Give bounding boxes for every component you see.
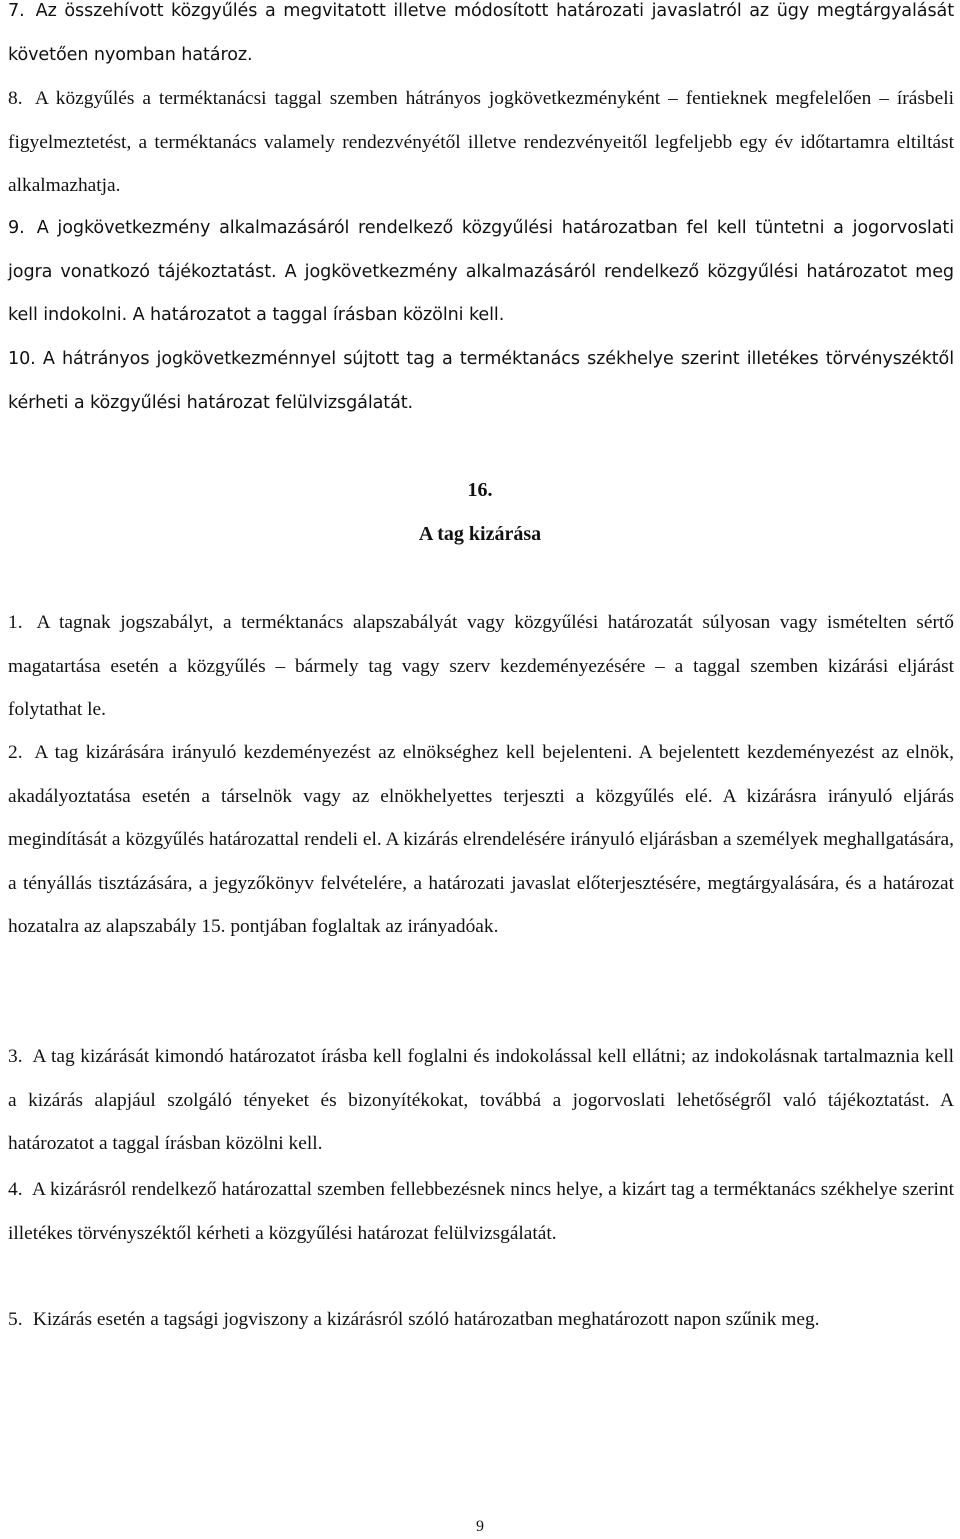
section-item-3 [8, 1035, 954, 1166]
paragraph-7 [8, 0, 954, 77]
paragraph-text: A jogkövetkezmény alkalmazásáról rendelkező közgyűlési határozatban fel kell tüntetni a jogorvoslati jogra vonatkozó tájékoztatást. A jogkövetkezmény alkalmazásáról rendelkező közgyűlési határozatot meg kell indokolni. A határozatot a taggal írásban közölni kell. [8, 218, 954, 325]
item-number: 4. [8, 1179, 23, 1200]
paragraph-number: 7. [8, 1, 25, 21]
paragraph-8 [8, 77, 954, 208]
section-item-2 [8, 731, 954, 949]
paragraph-number: 10. [8, 349, 36, 369]
item-text: A tag kizárására irányuló kezdeményezést az elnökséghez kell bejelenteni. A bejelentett kezdeményezést az elnök, akadályoztatása esetén a társelnök vagy az elnökhelyettes terjeszti a közgyűlés elé. A kizárásra irányuló eljárás megindítását a közgyűlés határozattal rendeli el. A kizárás elrendelésére irányuló eljárásban a személyek meghallgatására, a tényállás tisztázására, a jegyzőkönyv felvételére, a határozati javaslat előterjesztésére, megtárgyalására, és a határozat hozatalra az alapszabály 15. pontjában foglaltak az irányadóak. [8, 742, 955, 937]
paragraph-text: A közgyűlés a terméktanácsi taggal szemben hátrányos jogkövetkezményként – fentieknek megfelelően – írásbeli figyelmeztetést, a terméktanács valamely rendezvényétől illetve rendezvényeitől legfeljebb egy év időtartamra eltiltást alkalmazhatja. [8, 88, 954, 196]
section-number: 16. [467, 479, 493, 501]
item-text: A kizárásról rendelkező határozattal szemben fellebbezésnek nincs helye, a kizárt tag a terméktanács székhelye szerint illetékes törvényszéktől kérheti a közgyűlési határozat felülvizsgálatát. [8, 1179, 954, 1244]
paragraph-number: 8. [8, 88, 23, 109]
section-item-5 [8, 1298, 954, 1342]
section-item-4 [8, 1168, 954, 1255]
item-number: 2. [8, 742, 23, 763]
section-item-1 [8, 601, 954, 732]
paragraph-10 [8, 338, 954, 425]
page-number: 9 [476, 1518, 484, 1535]
section-title: A tag kizárása [418, 523, 542, 545]
item-number: 5. [8, 1309, 23, 1330]
paragraph-9 [8, 207, 954, 338]
item-text: A tagnak jogszabályt, a terméktanács alapszabályát vagy közgyűlési határozatát súlyosan vagy ismételten sértő magatartása esetén a közgyűlés – bármely tag vagy szerv kezdeményezésére – a taggal szemben kizárási eljárást folytathat le. [8, 612, 954, 720]
item-number: 3. [8, 1046, 23, 1067]
item-text: A tag kizárását kimondó határozatot írásba kell foglalni és indokolással kell ellátni; az indokolásnak tartalmaznia kell a kizárás alapjául szolgáló tényeket és bizonyítékokat, továbbá a jogorvoslati lehetőségről való tájékoztatást. A határozatot a taggal írásban közölni kell. [8, 1046, 954, 1154]
paragraph-text: A hátrányos jogkövetkezménnyel sújtott tag a terméktanács székhelye szerint illetékes törvényszéktől kérheti a közgyűlési határozat felülvizsgálatát. [8, 349, 954, 413]
item-number: 1. [8, 612, 23, 633]
paragraph-number: 9. [8, 218, 25, 238]
item-text: Kizárás esetén a tagsági jogviszony a kizárásról szóló határozatban meghatározott napon szűnik meg. [32, 1309, 820, 1330]
paragraph-text: Az összehívott közgyűlés a megvitatott illetve módosított határozati javaslatról az ügy megtárgyalását követően nyomban határoz. [8, 1, 954, 65]
